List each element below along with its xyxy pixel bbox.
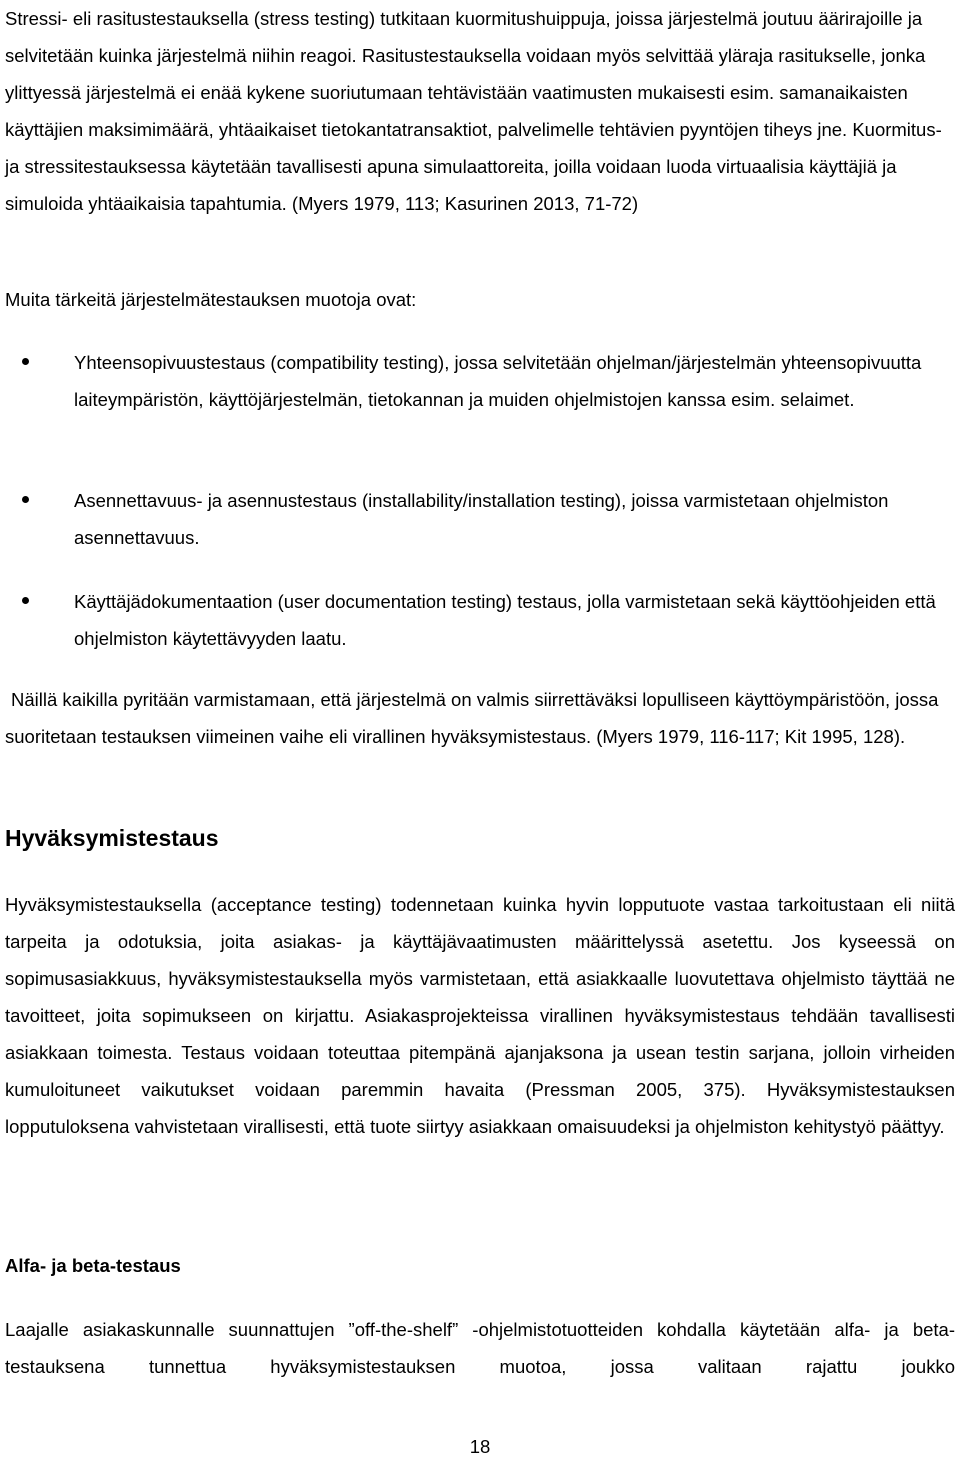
alpha-beta-paragraph: Laajalle asiakaskunnalle suunnattujen ”off-the-shelf” -ohjelmistotuotteiden kohdalla käytetään alfa- ja beta-testauksena tunnettua hyväksymistestauksen muotoa, jossa valitaan rajattu joukko xyxy=(5,1319,955,1377)
bullet-icon xyxy=(22,496,29,503)
bullet-text: Asennettavuus- ja asennustestaus (installability/installation testing), joissa varmistetaan ohjelmiston asennettavuus. xyxy=(74,490,889,548)
section-heading: Hyväksymistestaus xyxy=(5,825,219,851)
summary-paragraph: Näillä kaikilla pyritään varmistamaan, että järjestelmä on valmis siirrettäväksi lopulliseen käyttöympäristöön, jossa suoritetaan testauksen viimeinen vaihe eli virallinen hyväksymistestaus. (Myers 1979, 116-117; Kit 1995, 128). xyxy=(5,689,939,747)
acceptance-paragraph: Hyväksymistestauksella (acceptance testing) todennetaan kuinka hyvin lopputuote vastaa tarkoitustaan eli niitä tarpeita ja odotuksia, joita asiakas- ja käyttäjävaatimusten määrittelyssä asetettu. Jos kyseessä on sopimusasiakkuus, hyväksymistestauksella myös varmistetaan, että asiakkaalle luovutettava ohjelmisto täyttää ne tavoitteet, joita sopimukseen on kirjattu. Asiakasprojekteissa virallinen hyväksymistestaus tehdään tavallisesti asiakkaan toimesta. Testaus voidaan toteuttaa pitempänä ajanjaksona ja usean testin sarjana, jolloin virheiden kumuloituneet vaikutukset voidaan paremmin havaita (Pressman 2005, 375). Hyväksymistestauksen lopputuloksena vahvistetaan virallisesti, että tuote siirtyy asiakkaan omaisuudeksi ja ohjelmiston kehitystyö päättyy. xyxy=(5,894,955,1137)
list-intro: Muita tärkeitä järjestelmätestauksen muotoja ovat: xyxy=(5,289,417,310)
bullet-icon xyxy=(22,358,29,365)
page-number: 18 xyxy=(469,1436,491,1457)
bullet-icon xyxy=(22,597,29,604)
bullet-text: Käyttäjädokumentaation (user documentation testing) testaus, jolla varmistetaan sekä käyttöohjeiden että ohjelmiston käytettävyyden laatu. xyxy=(74,591,936,649)
bullet-text: Yhteensopivuustestaus (compatibility testing), jossa selvitetään ohjelman/järjestelmän yhteensopivuutta laiteympäristön, käyttöjärjestelmän, tietokannan ja muiden ohjelmistojen kanssa esim. selaimet. xyxy=(74,352,922,410)
intro-paragraph: Stressi- eli rasitustestauksella (stress testing) tutkitaan kuormitushuippuja, joissa järjestelmä joutuu äärirajoille ja selvitetään kuinka järjestelmä niihin reagoi. Rasitustestauksella voidaan myös selvittää yläraja rasitukselle, jonka ylittyessä järjestelmä ei enää kykene suoriutumaan tehtävistään vaatimusten mukaisesti esim. samanaikaisten käyttäjien maksimimäärä, yhtäaikaiset tietokantatransaktiot, palvelimelle tehtävien pyyntöjen tiheys jne. Kuormitus- ja stressitestauksessa käytetään tavallisesti apuna simulaattoreita, joilla voidaan luoda virtuaalisia käyttäjiä ja simuloida yhtäaikaisia tapahtumia. (Myers 1979, 113; Kasurinen 2013, 71-72) xyxy=(5,8,942,214)
subsection-heading: Alfa- ja beta-testaus xyxy=(5,1255,181,1276)
